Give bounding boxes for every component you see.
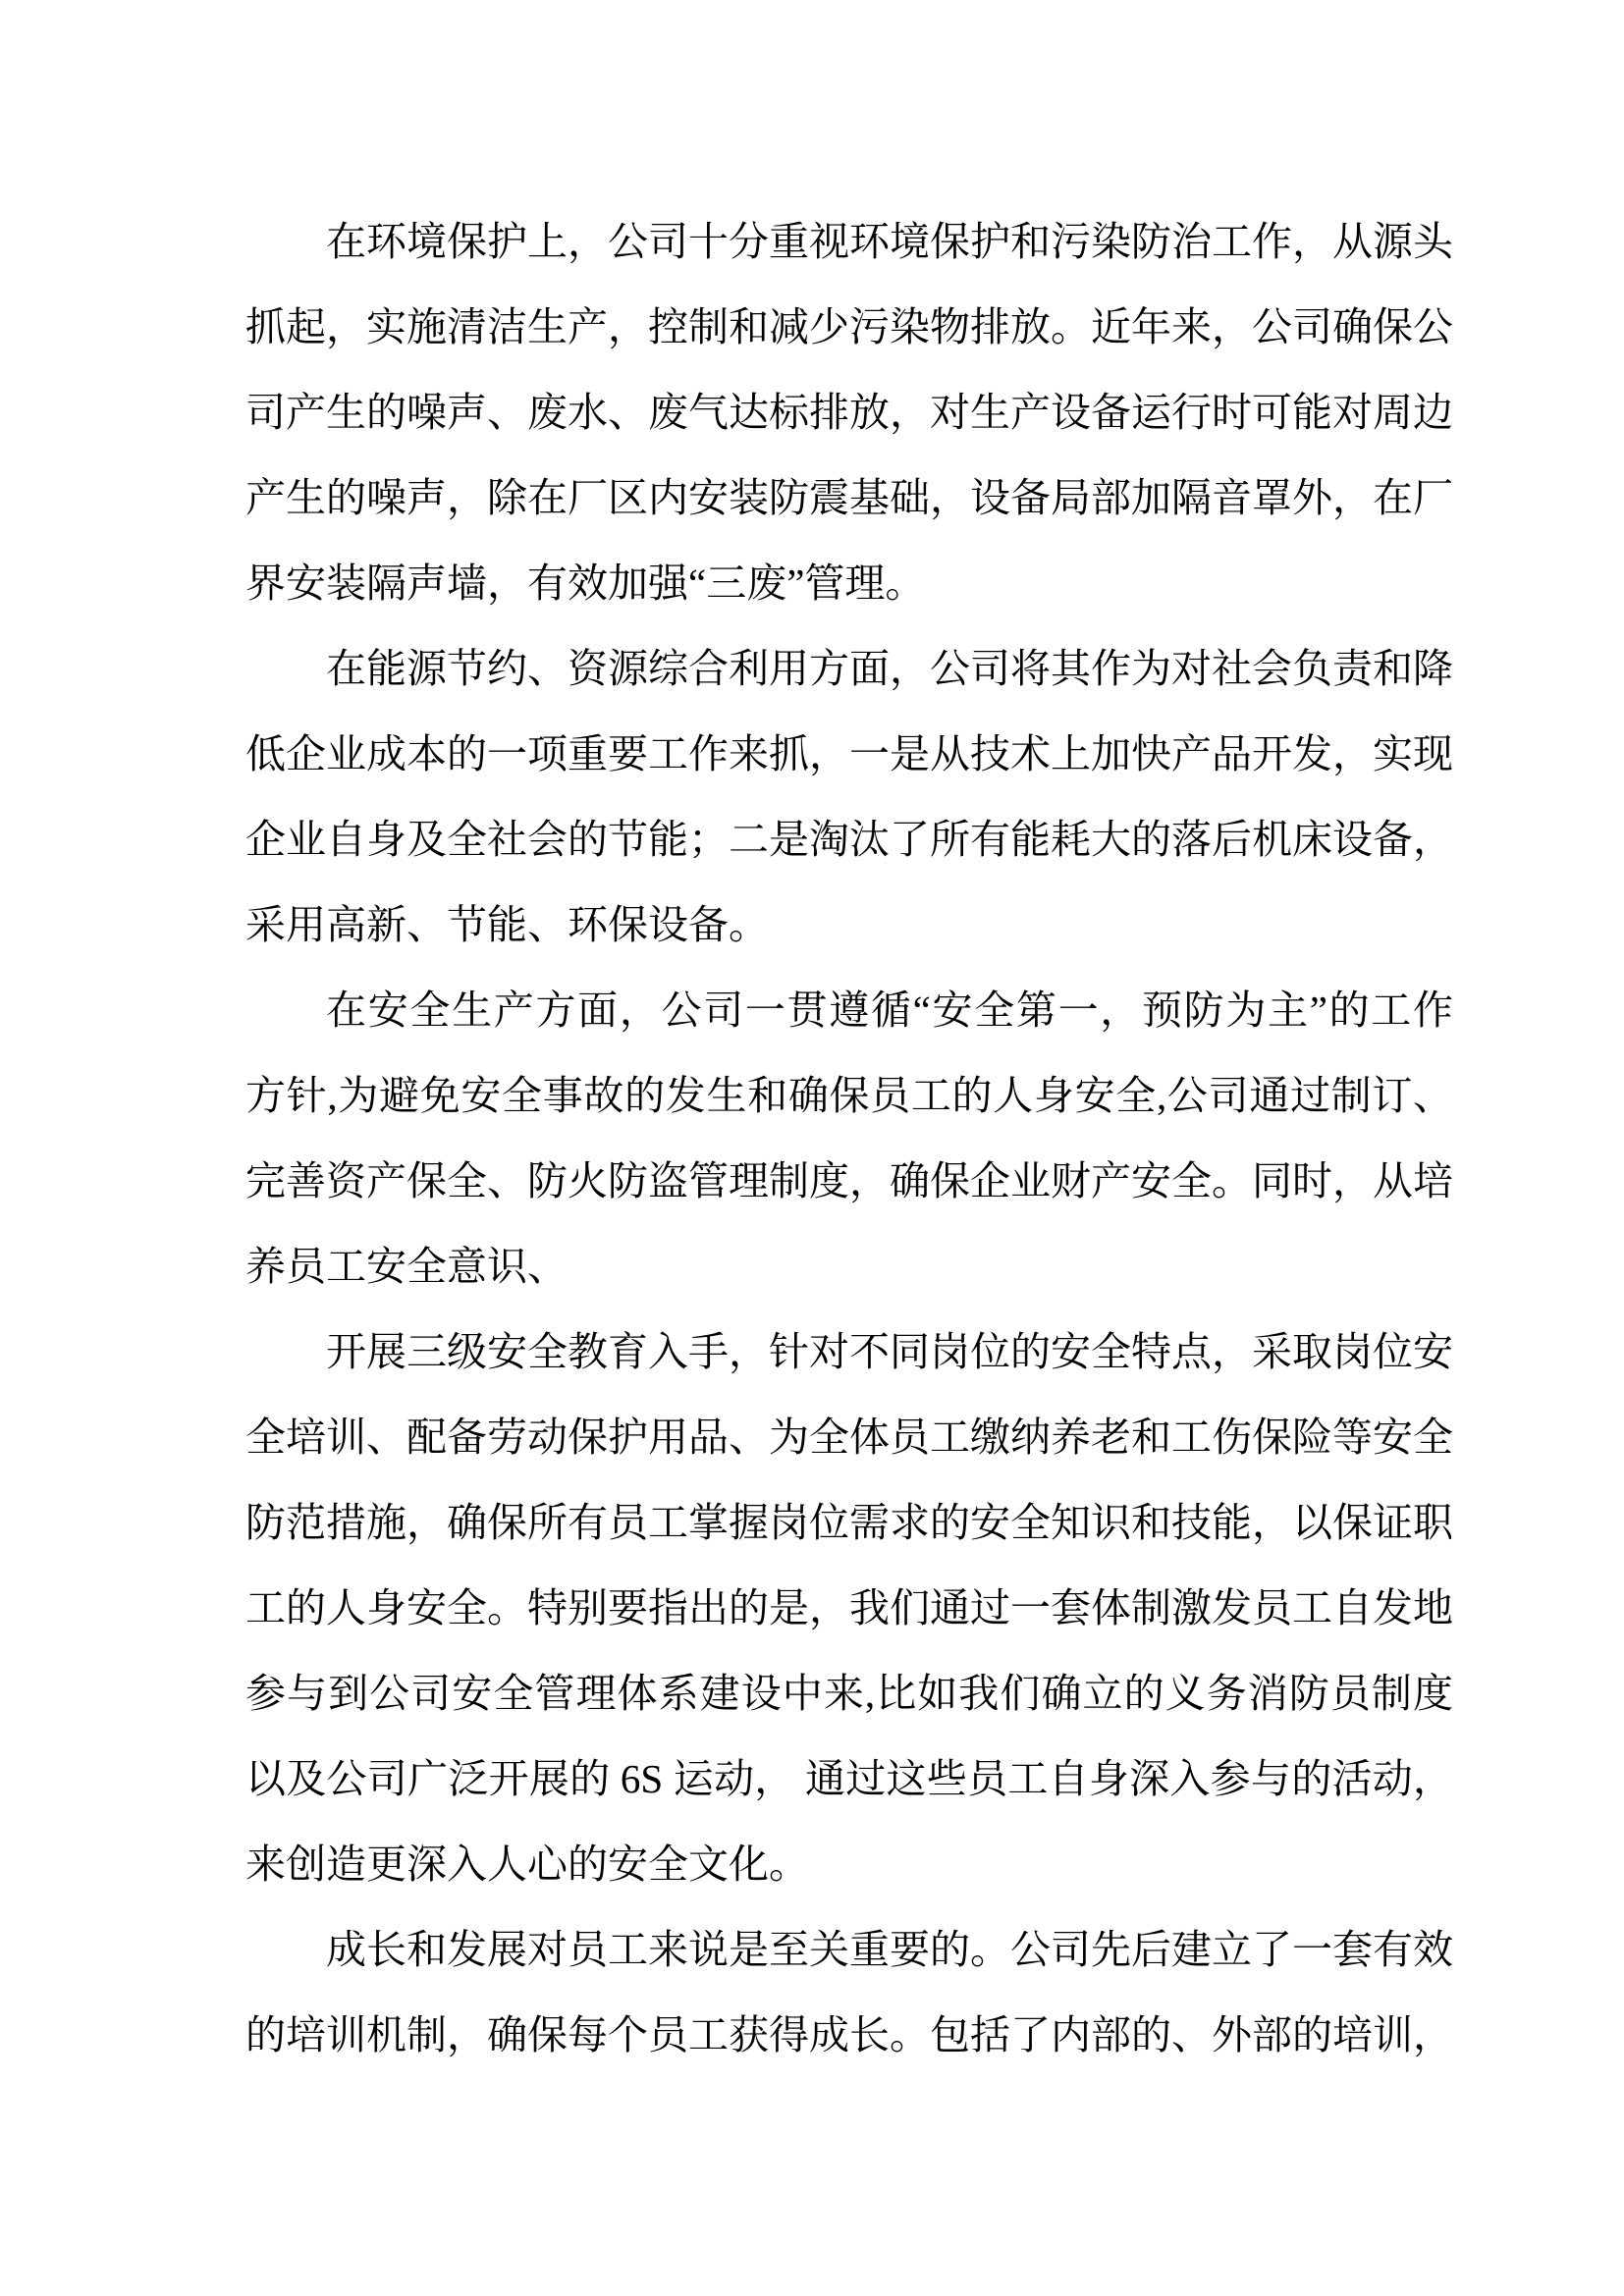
paragraph — [245, 1907, 1453, 2078]
text-line: 以及公司广泛开展的 6S 运动， 通过这些员工自身深入参与的活动， — [245, 1756, 1453, 1801]
paragraph — [245, 626, 1453, 968]
text-line: 企业自身及全社会的节能；二是淘汰了所有能耗大的落后机床设备， — [245, 817, 1453, 862]
text-line: 来创造更深入人心的安全文化。 — [245, 1842, 809, 1887]
paragraph — [245, 1309, 1453, 1907]
text-line: 在环境保护上，公司十分重视环境保护和污染防治工作，从源头 — [326, 219, 1453, 264]
text-line: 采用高新、节能、环保设备。 — [245, 902, 769, 947]
text-line: 防范措施，确保所有员工掌握岗位需求的安全知识和技能，以保证职 — [245, 1500, 1453, 1545]
text-line: 的培训机制，确保每个员工获得成长。包括了内部的、外部的培训， — [245, 2012, 1453, 2057]
text-line: 全培训、配备劳动保护用品、为全体员工缴纳养老和工伤保险等安全 — [245, 1415, 1453, 1460]
text-line: 低企业成本的一项重要工作来抓，一是从技术上加快产品开发，实现 — [245, 731, 1453, 776]
text-line: 产生的噪声，除在厂区内安装防震基础，设备局部加隔音罩外，在厂 — [245, 475, 1453, 520]
paragraph — [245, 968, 1453, 1309]
document-text-block — [245, 199, 1453, 2078]
text-line: 界安装隔声墙，有效加强“三废”管理。 — [245, 561, 926, 606]
text-line: 在安全生产方面，公司一贯遵循“安全第一，预防为主”的工作 — [326, 988, 1453, 1033]
text-line: 完善资产保全、防火防盗管理制度，确保企业财产安全。同时，从培 — [245, 1158, 1453, 1203]
text-line: 方针,为避免安全事故的发生和确保员工的人身安全,公司通过制订、 — [245, 1073, 1453, 1118]
text-line: 开展三级安全教育入手，针对不同岗位的安全特点，采取岗位安 — [326, 1329, 1453, 1374]
text-line: 司产生的噪声、废水、废气达标排放，对生产设备运行时可能对周边 — [245, 390, 1453, 435]
text-line: 在能源节约、资源综合利用方面，公司将其作为对社会负责和降 — [326, 646, 1453, 691]
text-line: 成长和发展对员工来说是至关重要的。公司先后建立了一套有效 — [326, 1927, 1453, 1972]
text-line: 养员工安全意识、 — [245, 1244, 568, 1289]
text-line: 抓起，实施清洁生产，控制和减少污染物排放。近年来，公司确保公 — [245, 304, 1453, 349]
text-line: 参与到公司安全管理体系建设中来,比如我们确立的义务消防员制度 — [245, 1671, 1453, 1716]
text-line: 工的人身安全。特别要指出的是，我们通过一套体制激发员工自发地 — [245, 1585, 1453, 1630]
paragraph — [245, 199, 1453, 626]
